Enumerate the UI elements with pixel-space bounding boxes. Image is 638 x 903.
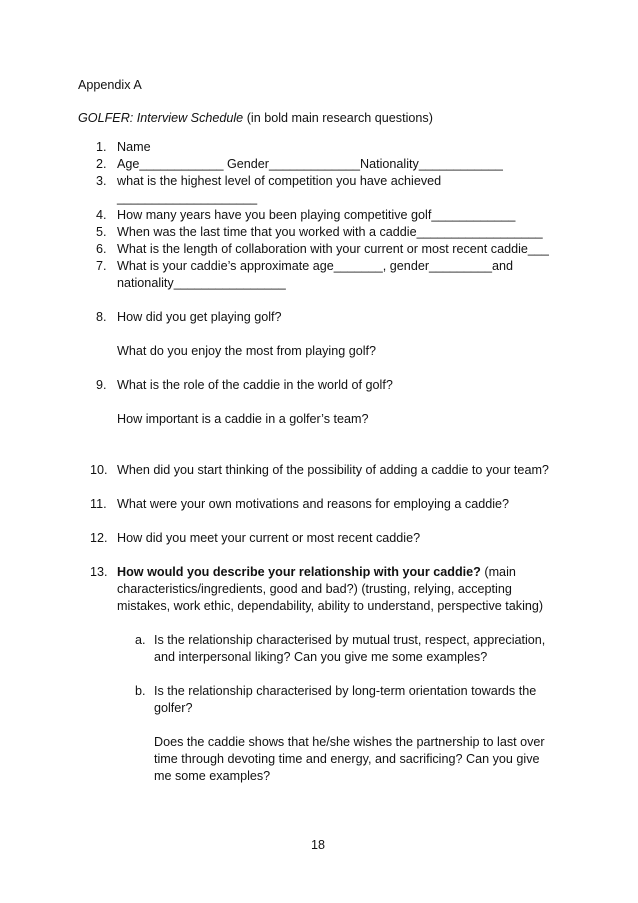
question-age-gender-nationality: Age____________ Gender_____________Nationality____________ — [117, 157, 503, 171]
question-number: 8. — [96, 310, 107, 324]
schedule-heading — [78, 110, 433, 126]
sub-item-partnership: Does the caddie shows that he/she wishes the partnership to last over — [154, 735, 545, 749]
question-caddie-nationality: nationality________________ — [117, 276, 286, 290]
question-meet-caddie: How did you meet your current or most recent caddie? — [117, 531, 421, 545]
main-research-question: How would you describe your relationship with your caddie? — [117, 565, 481, 579]
question-number: 9. — [96, 378, 107, 392]
question-number: 2. — [96, 157, 107, 171]
sub-item-partnership-line2: time through devoting time and energy, and sacrificing? Can you give — [154, 752, 540, 766]
question-number: 5. — [96, 225, 107, 239]
sub-item-partnership-line3: me some examples? — [154, 769, 271, 783]
question-number: 3. — [96, 174, 107, 188]
question-relationship-line3: mistakes, work ethic, dependability, ability to understand, perspective taking) — [117, 599, 544, 613]
sub-item-label: a. — [135, 633, 146, 647]
schedule-note: (in bold main research questions) — [243, 111, 433, 125]
question-adding-caddie: When did you start thinking of the possibility of adding a caddie to your team? — [117, 463, 549, 477]
sub-item-mutual-trust: Is the relationship characterised by mutual trust, respect, appreciation, — [154, 633, 546, 647]
question-caddie-demographics: What is your caddie’s approximate age_______, gender_________and — [117, 259, 514, 273]
question-relationship — [117, 564, 516, 580]
question-how-started: How did you get playing golf? — [117, 310, 282, 324]
question-years-playing: How many years have you been playing competitive golf____________ — [117, 208, 516, 222]
sub-item-label: b. — [135, 684, 146, 698]
question-name: Name — [117, 140, 151, 154]
question-relationship-rest: (main — [480, 565, 516, 579]
question-number: 10. — [90, 463, 108, 477]
question-caddie-importance: How important is a caddie in a golfer’s team? — [117, 412, 369, 426]
page-number: 18 — [311, 838, 326, 852]
question-number: 4. — [96, 208, 107, 222]
question-number: 1. — [96, 140, 107, 154]
question-last-time-caddie: When was the last time that you worked with a caddie__________________ — [117, 225, 543, 239]
question-number: 13. — [90, 565, 108, 579]
question-number: 11. — [90, 497, 107, 511]
question-caddie-role: What is the role of the caddie in the world of golf? — [117, 378, 393, 392]
sub-item-long-term-line2: golfer? — [154, 701, 193, 715]
answer-blank: ____________________ — [117, 191, 258, 205]
appendix-heading: Appendix A — [78, 78, 142, 92]
schedule-title: GOLFER: Interview Schedule — [78, 111, 244, 125]
question-number: 12. — [90, 531, 108, 545]
question-number: 6. — [96, 242, 107, 256]
question-competition-level: what is the highest level of competition you have achieved — [117, 174, 442, 188]
sub-item-mutual-trust-line2: and interpersonal liking? Can you give me some examples? — [154, 650, 488, 664]
question-relationship-line2: characteristics/ingredients, good and bad?) (trusting, relying, accepting — [117, 582, 512, 596]
question-motivations: What were your own motivations and reasons for employing a caddie? — [117, 497, 510, 511]
question-enjoy-most: What do you enjoy the most from playing golf? — [117, 344, 377, 358]
question-collaboration-length: What is the length of collaboration with your current or most recent caddie___ — [117, 242, 549, 256]
sub-item-long-term: Is the relationship characterised by long-term orientation towards the — [154, 684, 537, 698]
question-number: 7. — [96, 259, 107, 273]
